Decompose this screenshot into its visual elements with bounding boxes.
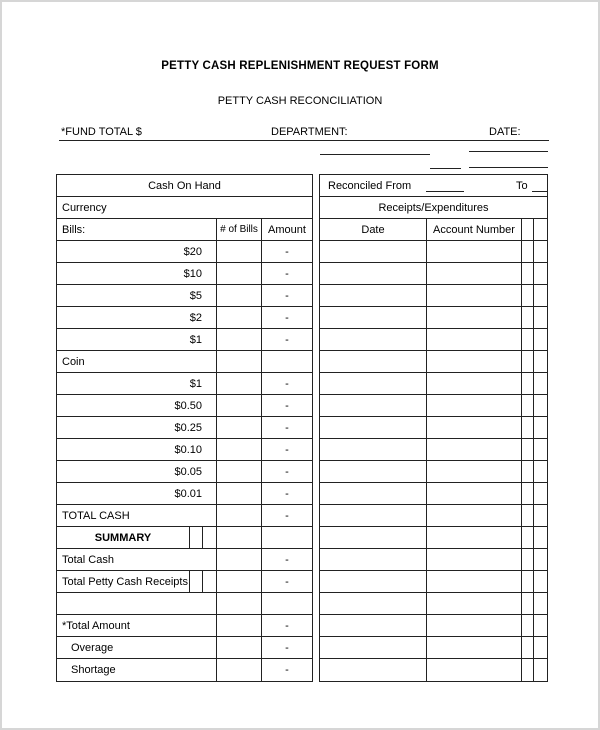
account-cell[interactable] [427,307,522,328]
num-bills-cell[interactable] [217,351,262,372]
amount-cell[interactable]: - [285,553,289,566]
date-cell[interactable] [320,263,427,284]
summary-header: SUMMARY [57,527,190,548]
amount-cell[interactable]: - [285,311,289,324]
account-cell[interactable] [427,373,522,394]
amount-cell[interactable]: - [285,443,289,456]
aux-cell[interactable] [534,593,547,614]
aux-cell[interactable] [534,263,547,284]
table-row [57,527,312,549]
date-cell[interactable] [320,285,427,306]
aux-cell[interactable] [534,505,547,526]
amount-cell[interactable] [262,527,312,548]
amount-cell[interactable]: - [285,619,289,632]
empty-label-cell [57,593,217,614]
table-row [57,571,312,593]
denomination-label: $1 [57,329,217,350]
date-cell[interactable] [320,395,427,416]
amount-cell[interactable]: - [285,289,289,302]
table-row [57,637,312,659]
table-row [320,175,547,197]
account-cell[interactable] [427,285,522,306]
aux-cell[interactable] [534,615,547,636]
table-row [57,615,312,637]
amount-cell[interactable]: - [285,664,289,676]
table-row [57,373,312,395]
receipts-row [320,417,547,439]
date-cell[interactable] [320,417,427,438]
aux-cell[interactable] [534,637,547,658]
aux-cell[interactable] [534,351,547,372]
receipts-row [320,483,547,505]
aux-cell[interactable] [522,527,534,548]
amount-cell[interactable]: - [285,421,289,434]
date-cell[interactable] [320,373,427,394]
receipts-expenditures-table [319,174,548,682]
account-cell[interactable] [427,527,522,548]
aux-cell[interactable] [534,483,547,504]
account-cell[interactable] [427,483,522,504]
receipts-row [320,571,547,593]
num-bills-cell[interactable] [217,241,262,262]
cell[interactable] [217,593,262,614]
amount-cell[interactable]: - [285,333,289,346]
date-label: DATE: [489,126,521,138]
aux-cell[interactable] [534,439,547,460]
receipts-row [320,285,547,307]
account-cell[interactable] [427,241,522,262]
aux-cell[interactable] [522,571,534,592]
total-cash-label: TOTAL CASH [57,505,217,526]
receipts-row [320,593,547,615]
form-subtitle: PETTY CASH RECONCILIATION [217,95,383,107]
account-cell[interactable] [427,461,522,482]
table-row [57,549,312,571]
blank-line-1[interactable] [320,154,430,155]
table-row [57,439,312,461]
aux-cell[interactable] [522,549,534,570]
date-cell[interactable] [320,505,427,526]
aux-cell[interactable] [522,417,534,438]
account-cell[interactable] [427,351,522,372]
coin-label: Coin [57,351,217,372]
amount-cell[interactable]: - [285,399,289,412]
num-bills-header: # of Bills [217,219,262,240]
fund-total-label: *FUND TOTAL $ [61,126,142,138]
date-cell[interactable] [320,307,427,328]
aux-cell[interactable] [522,395,534,416]
account-cell[interactable] [427,659,522,681]
receipts-row [320,615,547,637]
aux-cell[interactable] [534,527,547,548]
table-row [57,329,312,351]
aux-cell[interactable] [522,263,534,284]
date-cell[interactable] [320,527,427,548]
aux-cell[interactable] [534,241,547,262]
account-number-header: Account Number [427,219,522,240]
fund-total-input-line[interactable] [155,125,267,140]
receipts-row [320,263,547,285]
aux-cell[interactable] [522,615,534,636]
aux-cell[interactable] [522,241,534,262]
amount-header: Amount [268,223,306,236]
table-row [57,461,312,483]
account-cell[interactable] [427,637,522,658]
cell[interactable] [217,659,262,681]
cell[interactable] [190,527,203,548]
denomination-label: $1 [57,373,217,394]
date-cell[interactable] [320,659,427,681]
amount-cell[interactable]: - [285,487,289,500]
date-cell[interactable] [320,329,427,350]
amount-cell[interactable]: - [285,245,289,258]
receipts-row [320,241,547,263]
date-input-line[interactable] [525,125,549,140]
department-label: DEPARTMENT: [271,126,348,138]
overage-label: Overage [57,637,217,658]
table-row [57,219,312,241]
receipts-row [320,439,547,461]
receipts-row [320,395,547,417]
cell[interactable] [217,637,262,658]
account-cell[interactable] [427,417,522,438]
shortage-label: Shortage [57,659,217,681]
amount-cell[interactable]: - [285,641,289,654]
denomination-label: $0.25 [57,417,217,438]
table-row [57,417,312,439]
receipts-row [320,527,547,549]
aux-cell[interactable] [534,549,547,570]
date-header: Date [320,219,427,240]
denomination-label: $0.05 [57,461,217,482]
account-cell[interactable] [427,329,522,350]
denomination-label: $2 [57,307,217,328]
amount-cell[interactable]: - [285,465,289,478]
date-cell[interactable] [320,351,427,372]
aux-cell[interactable] [534,285,547,306]
num-bills-cell[interactable] [217,505,262,526]
num-bills-cell[interactable] [217,285,262,306]
table-row [57,241,312,263]
aux-cell[interactable] [522,439,534,460]
receipts-expenditures-header: Receipts/Expenditures [378,201,489,214]
aux-cell[interactable] [522,505,534,526]
currency-label: Currency [62,201,107,214]
blank-line-2[interactable] [469,151,548,152]
receipts-row [320,549,547,571]
num-bills-cell[interactable] [217,417,262,438]
aux-cell[interactable] [522,307,534,328]
aux-cell[interactable] [534,395,547,416]
receipts-row [320,329,547,351]
date-cell[interactable] [320,483,427,504]
account-cell[interactable] [427,571,522,592]
cell[interactable] [217,549,262,570]
aux-cell[interactable] [534,461,547,482]
num-bills-cell[interactable] [217,263,262,284]
amount-cell[interactable]: - [285,377,289,390]
amount-cell[interactable] [262,351,312,372]
denomination-label: $20 [57,241,217,262]
receipts-row [320,659,547,681]
aux-header-cell [522,219,534,240]
aux-header-cell [534,219,547,240]
aux-cell[interactable] [522,373,534,394]
num-bills-cell[interactable] [217,483,262,504]
table-row [57,593,312,615]
amount-cell[interactable]: - [285,509,289,522]
date-cell[interactable] [320,461,427,482]
date-cell[interactable] [320,571,427,592]
num-bills-cell[interactable] [217,527,262,548]
date-cell[interactable] [320,593,427,614]
cell[interactable] [217,615,262,636]
bills-header: Bills: [57,219,217,240]
cash-on-hand-header: Cash On Hand [148,179,221,192]
aux-cell[interactable] [522,637,534,658]
aux-cell[interactable] [534,307,547,328]
summary-total-amount-label: *Total Amount [57,615,217,636]
account-cell[interactable] [427,615,522,636]
denomination-label: $0.10 [57,439,217,460]
table-row [57,285,312,307]
receipts-row [320,637,547,659]
denomination-label: $0.50 [57,395,217,416]
aux-cell[interactable] [534,571,547,592]
aux-cell[interactable] [534,417,547,438]
aux-cell[interactable] [522,329,534,350]
department-input-line[interactable] [355,125,485,140]
cash-on-hand-table [56,174,313,682]
date-cell[interactable] [320,241,427,262]
cell[interactable] [203,527,217,548]
table-row [57,395,312,417]
cell[interactable] [203,571,217,592]
account-cell[interactable] [427,395,522,416]
receipts-row [320,461,547,483]
aux-cell[interactable] [534,659,547,681]
amount-cell[interactable]: - [285,267,289,280]
table-row [57,659,312,681]
denomination-label: $5 [57,285,217,306]
to-label: To [516,180,528,192]
cell[interactable] [190,571,203,592]
date-cell[interactable] [320,637,427,658]
date-cell[interactable] [320,615,427,636]
reconciled-from-input-line[interactable] [426,191,464,192]
summary-total-receipts-label: Total Petty Cash Receipts [57,571,190,592]
account-cell[interactable] [427,549,522,570]
summary-total-cash-label: Total Cash [57,549,217,570]
aux-cell[interactable] [522,593,534,614]
table-row [320,197,547,219]
table-row [57,307,312,329]
account-cell[interactable] [427,439,522,460]
num-bills-cell[interactable] [217,329,262,350]
num-bills-cell[interactable] [217,439,262,460]
aux-cell[interactable] [534,329,547,350]
to-input-line[interactable] [532,191,547,192]
amount-cell[interactable]: - [285,575,289,588]
aux-cell[interactable] [534,373,547,394]
num-bills-cell[interactable] [217,395,262,416]
amount-cell[interactable] [262,593,312,614]
receipts-row [320,373,547,395]
header-fields-row [59,124,549,141]
num-bills-cell[interactable] [217,373,262,394]
denomination-label: $10 [57,263,217,284]
aux-cell[interactable] [522,285,534,306]
cell[interactable] [217,571,262,592]
aux-cell[interactable] [522,659,534,681]
table-row [57,483,312,505]
table-row [57,505,312,527]
receipts-row [320,351,547,373]
blank-line-3[interactable] [430,168,461,169]
account-cell[interactable] [427,593,522,614]
date-cell[interactable] [320,439,427,460]
blank-line-4[interactable] [469,167,548,168]
aux-cell[interactable] [522,483,534,504]
receipts-row [320,307,547,329]
table-row [320,219,547,241]
reconciled-from-label: Reconciled From [328,180,412,192]
num-bills-cell[interactable] [217,461,262,482]
aux-cell[interactable] [522,461,534,482]
date-cell[interactable] [320,549,427,570]
table-row [57,197,312,219]
account-cell[interactable] [427,263,522,284]
num-bills-cell[interactable] [217,307,262,328]
form-title: PETTY CASH REPLENISHMENT REQUEST FORM [161,60,439,72]
table-row [57,263,312,285]
aux-cell[interactable] [522,351,534,372]
account-cell[interactable] [427,505,522,526]
receipts-row [320,505,547,527]
table-row [57,351,312,373]
table-row [57,175,312,197]
denomination-label: $0.01 [57,483,217,504]
